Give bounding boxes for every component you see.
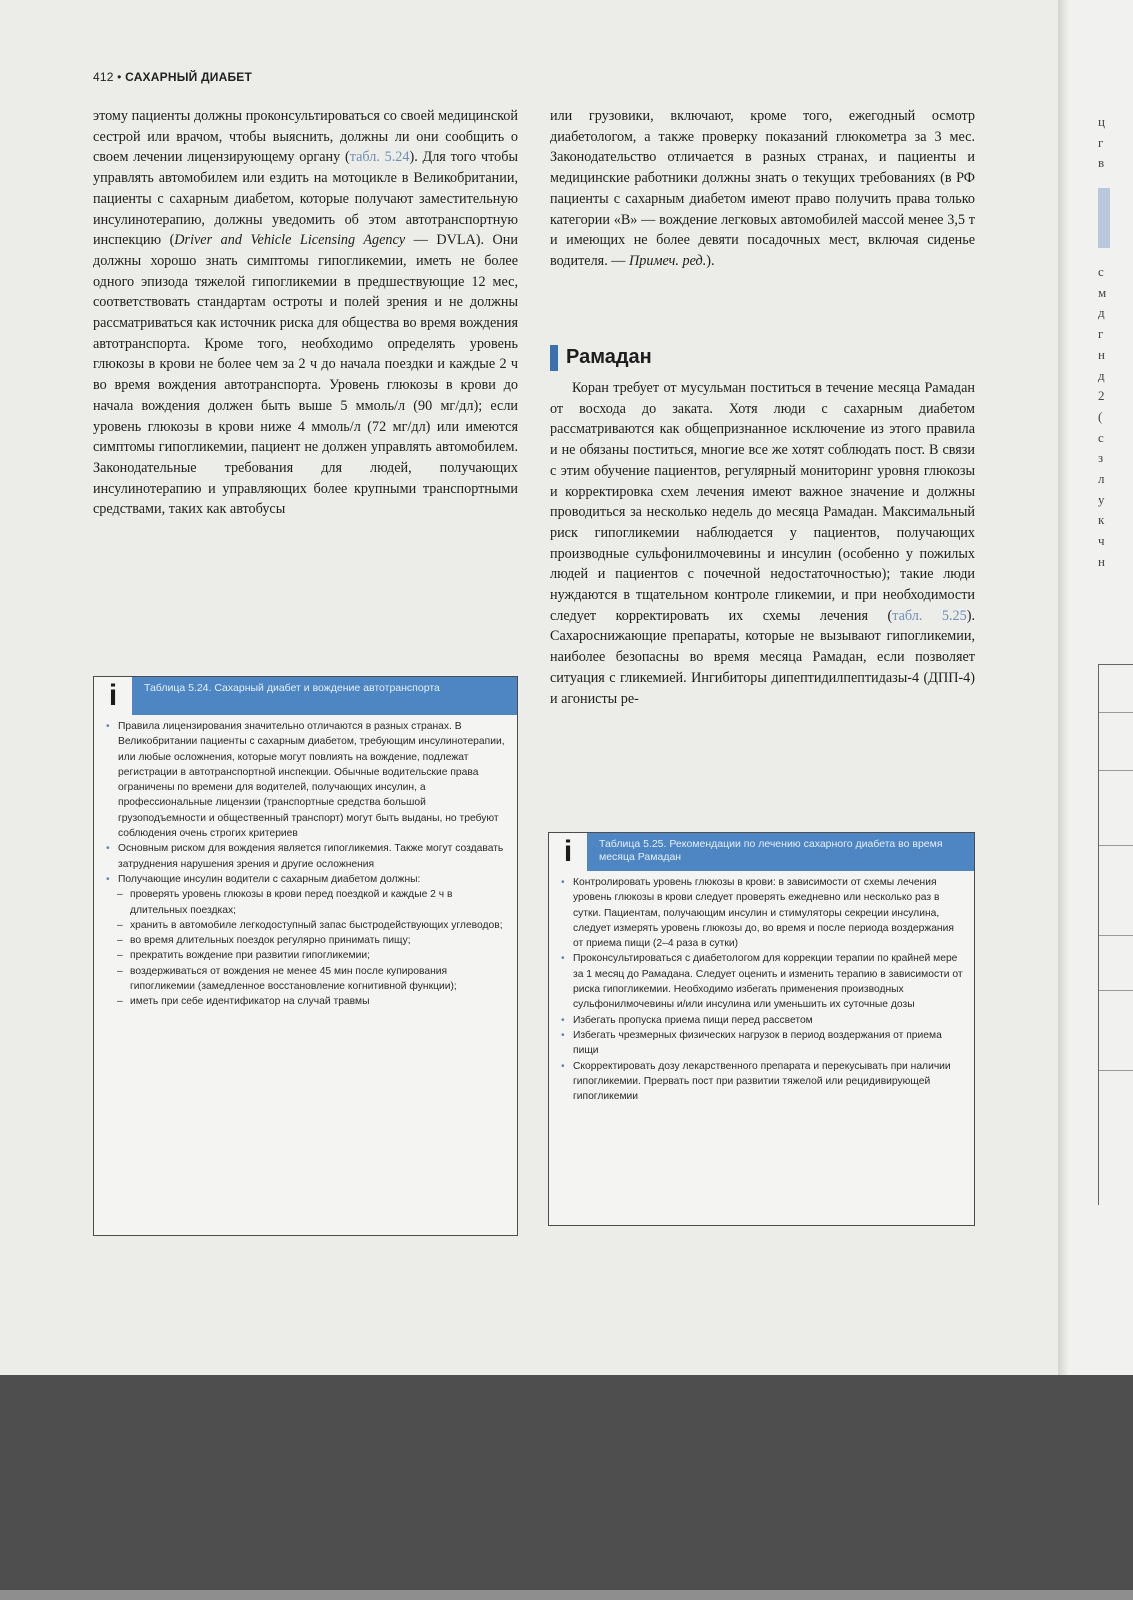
heading-accent-bar [550, 345, 558, 371]
item-text: Скорректировать дозу лекарственного препарата и перекусывать при наличии гипогликемии. Прервать пост при развитии тяжелой или рецидивирующей гипогликемии [573, 1060, 951, 1103]
item-text: хранить в автомобиле легкодоступный запас быстродействующих углеводов; [130, 919, 503, 931]
dash-marker: – [117, 889, 123, 901]
facing-page-letter: н [1098, 553, 1105, 569]
table-5-25 [548, 832, 975, 1226]
chapter-title: САХАРНЫЙ ДИАБЕТ [125, 70, 253, 84]
table-bullet-item [106, 872, 509, 887]
text-run: ). [706, 252, 715, 269]
table-sub-item [106, 948, 509, 963]
bullet-marker: • [106, 721, 110, 732]
info-icon: i [549, 833, 587, 871]
item-text: Избегать чрезмерных физических нагрузок в период воздержания от приема пищи [573, 1029, 942, 1057]
bullet-marker: • [106, 873, 110, 885]
item-text: воздерживаться от вождения не менее 45 мин после купирования гипогликемии (замедленное восстановление когнитивной функции); [130, 965, 457, 993]
info-icon: i [94, 677, 132, 715]
table-caption: Таблица 5.24. Сахарный диабет и вождение автотранспорта [132, 677, 517, 715]
bullet-marker: • [561, 1014, 565, 1026]
table-sub-item [106, 994, 509, 1009]
section-body [550, 378, 975, 709]
table-sub-item [106, 918, 509, 933]
table-caption: Таблица 5.25. Рекомендации по лечению сахарного диабета во время месяца Рамадан [587, 833, 974, 871]
bullet-marker: • [561, 1060, 565, 1072]
item-text: Основным риском для вождения является гипогликемия. Также могут создавать затруднения нарушения зрения и другие осложнения [118, 843, 504, 870]
facing-page-rule [1099, 770, 1133, 771]
table-bullet-item [561, 875, 966, 951]
page-number: 412 [93, 70, 114, 84]
table-bullet-item [561, 951, 966, 1012]
scanner-background [0, 1375, 1133, 1600]
running-head [93, 70, 252, 84]
text-run: — DVLA). Они должны хорошо знать симптомы гипогликемии, иметь не более одного эпизода тяжелой гипогликемии в предшествующие 12 мес, соответствовать стандартам остроты и полей зрения и не должны рассматриваться как источник риска для общества во время вождения автотранспорта. Кроме того, необходимо определять уровень глюкозы в крови не более чем за 2 ч до начала поездки и каждые 2 ч во время вождения автотранспорта. Уровень глюкозы в крови до начала вождения должен быть выше 5 ммоль/л (90 мг/дл); если уровень глюкозы в крови ниже 4 ммоль/л (72 мг/дл) или имеются симптомы гипогликемии, пациент не должен управлять автомобилем. Законодательные требования для людей, получающих инсулинотерапию и управляющих более крупными транспортными средствами, таких как автобусы [93, 232, 518, 518]
item-text: прекратить вождение при развитии гипогликемии; [130, 950, 370, 962]
facing-page-letter: с [1098, 429, 1104, 445]
item-text: Избегать пропуска приема пищи перед рассветом [573, 1014, 813, 1026]
table-bullet-item [561, 1013, 966, 1028]
table-header [549, 833, 974, 871]
italic-term: Driver and Vehicle Licensing Agency [174, 232, 406, 249]
facing-page-accent [1098, 188, 1110, 248]
facing-page-letter: л [1098, 471, 1105, 487]
table-5-24 [93, 676, 518, 1236]
section-heading [550, 344, 652, 371]
left-column [93, 106, 518, 520]
bullet-marker: • [106, 843, 110, 855]
table-bullet-item [106, 841, 509, 872]
right-paragraph [550, 106, 975, 272]
facing-page-letter: с [1098, 264, 1104, 279]
facing-page-fragments-top [1098, 112, 1128, 174]
facing-page-letter: ч [1098, 533, 1105, 549]
item-text: во время длительных поездок регулярно принимать пищу; [130, 935, 411, 947]
table-reference-link[interactable]: табл. 5.25 [892, 607, 967, 624]
dash-marker: – [117, 919, 123, 931]
facing-page-letter: к [1098, 512, 1105, 528]
table-bullet-item [561, 1028, 966, 1059]
book-gutter [1058, 0, 1070, 1375]
text-run: ). Для того чтобы управлять автомобилем или ездить на мотоцикле в Великобритании, пациенты с сахарным диабетом, которые получают заместительную инсулинотерапию, должны уведомить об этом автотранспортную инспекцию ( [93, 149, 519, 249]
bullet-marker: • [561, 1029, 565, 1041]
dash-marker: – [117, 935, 123, 947]
item-text: иметь при себе идентификатор на случай травмы [130, 996, 370, 1008]
table-bullet-item [106, 719, 509, 841]
facing-page-fragments-middle [1098, 262, 1128, 573]
text-run: этому пациенты должны проконсультироваться со своей медицинской сестрой или врачом, чтобы выяснить, должны ли они сообщить о своем лечении лицензирующему органу ( [93, 108, 518, 166]
facing-page-letter: м [1098, 284, 1107, 300]
facing-page-letter: д [1098, 305, 1105, 321]
table-bullet-item [561, 1059, 966, 1105]
section-title: Рамадан [566, 346, 652, 368]
item-text: Правила лицензирования значительно отличаются в разных странах. В Великобритании пациенты с сахарным диабетом, требующим инсулинотерапии, или любые осложнения, которые могут повлиять на вождение, подлежат регистрации в автотранспортной инспекции. Обычные водительские права ограничены по времени для водителей, получающих инсулин, а профессиональные лицензии (транспортные средства большой грузоподъемности и общественный транспорт) могут быть выданы, но требуют соблюдения очень строгих критериев [118, 721, 505, 840]
text-run: Коран требует от мусульман поститься в течение месяца Рамадан от восхода до заката. Хотя люди с сахарным диабетом рассматриваются как общепризнанное исключение из этого правила и не обязаны поститься, многие все же хотят соблюдать пост. В связи с этим обучение пациентов, регулярный мониторинг уровня глюкозы и корректировка схем лечения имеют важное значение и должны проводиться за несколько недель до месяца Рамадан. Максимальный риск гипогликемии наблюдается у пациентов, получающих производные сульфонилмочевины и инсулин (особенно у пожилых людей и пациентов с почечной недостаточностью); такие люди нуждаются в тщательном контроле гликемии, и при необходимости следует корректировать их схемы лечения ( [550, 380, 975, 624]
facing-page-letter: 2 [1098, 388, 1105, 404]
left-paragraph [93, 106, 518, 520]
facing-page-letter: у [1098, 491, 1105, 507]
table-sub-item [106, 933, 509, 948]
table-list [561, 875, 966, 1104]
item-text: проверять уровень глюкозы в крови перед поездкой и каждые 2 ч в длительных поездках; [130, 889, 453, 916]
bullet-marker: • [561, 953, 565, 965]
facing-page-rule [1099, 845, 1133, 846]
facing-page-rule [1099, 712, 1133, 713]
item-text: Контролировать уровень глюкозы в крови: в зависимости от схемы лечения уровень глюкозы в крови следует проверять ежедневно или несколько раз в сутки. Пациентам, получающим инсулин и стимуляторы секреции инсулина, следует измерять уровень глюкозы до, во время и после периода воздержания от приема пищи (2–4 раза в сутки) [573, 877, 954, 950]
item-text: Проконсультироваться с диабетологом для коррекции терапии по крайней мере за 1 месяц до Рамадана. Следует оценить и изменить терапию в зависимости от риска гипогликемии. Необходимо избегать применения производных сульфонилмочевины и/или инсулина или уменьшить их суточные дозы [573, 953, 963, 1011]
table-body [549, 871, 974, 1108]
table-reference-link[interactable]: табл. 5.24 [349, 149, 410, 166]
section-paragraph [550, 378, 975, 709]
facing-page-letter: ( [1098, 408, 1103, 424]
bullet-marker: • [561, 877, 565, 888]
facing-page-letter: г [1098, 326, 1104, 342]
facing-page-letter: н [1098, 346, 1105, 362]
facing-page-letter: ц [1098, 114, 1105, 129]
facing-page-letter: д [1098, 367, 1105, 383]
facing-page-letter: з [1098, 450, 1104, 466]
facing-page-rule [1099, 935, 1133, 936]
text-run: ). Сахароснижающие препараты, которые не вызывают гипогликемии, наиболее безопасны во время месяца Рамадан, если позволяет ситуация с гликемией. Ингибиторы дипептидилпептидазы-4 (ДПП-4) и агонисты ре- [550, 607, 975, 707]
facing-page-rule [1099, 1070, 1133, 1071]
table-body [94, 715, 517, 1014]
scanner-edge [0, 1590, 1133, 1600]
item-text: Получающие инсулин водители с сахарным диабетом должны: [118, 873, 421, 885]
table-list [106, 719, 509, 1010]
editor-note: Примеч. ред. [629, 252, 707, 269]
dash-marker: – [117, 996, 123, 1008]
table-header [94, 677, 517, 715]
head-separator: • [117, 70, 122, 84]
facing-page-letter: в [1098, 155, 1105, 171]
facing-page-letter: г [1098, 134, 1104, 150]
text-run: или грузовики, включают, кроме того, ежегодный осмотр диабетологом, а также проверку показаний глюкометра за 3 мес. Законодательство отличается в разных странах, и пациенты и медицинские работники должны знать о текущих требованиях (в РФ пациенты с сахарным диабетом имеют право получить права только категории «B» — вождение легковых автомобилей массой менее 3,5 т и имеющих не более девяти посадочных мест, включая сиденье водителя. — [550, 108, 975, 269]
table-sub-item [106, 887, 509, 918]
dash-marker: – [117, 965, 123, 977]
dash-marker: – [117, 950, 123, 962]
table-sub-item [106, 964, 509, 995]
right-column [550, 106, 975, 272]
facing-page-rule [1099, 990, 1133, 991]
